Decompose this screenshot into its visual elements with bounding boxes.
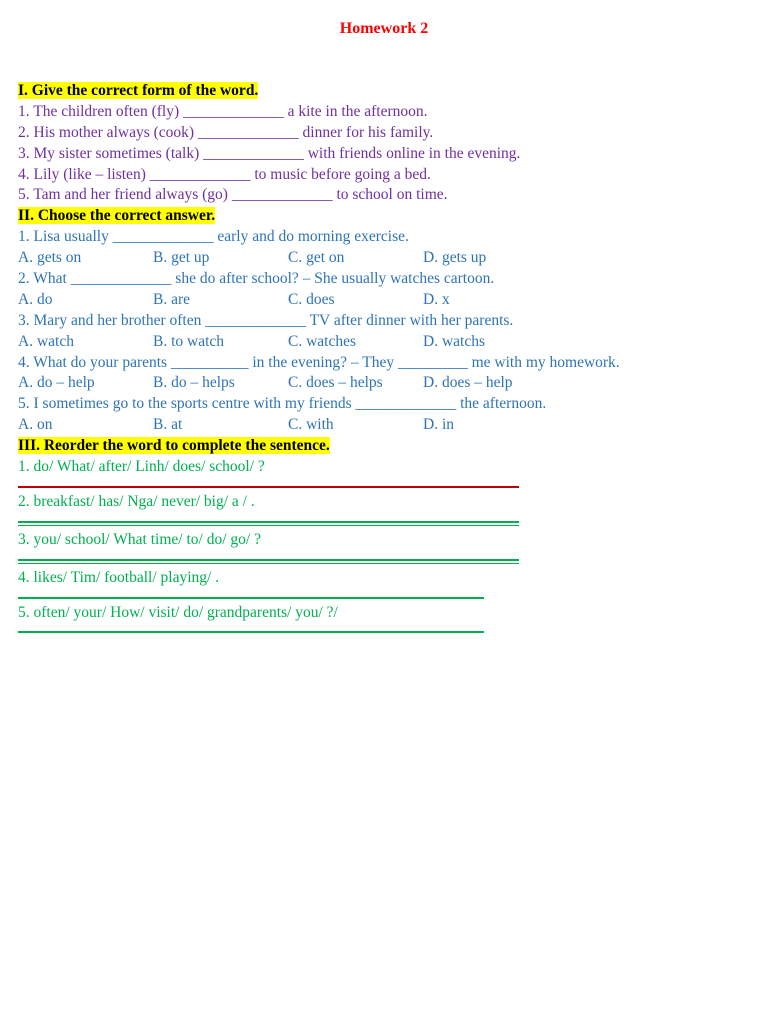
option-b: B. at [153,416,183,434]
option-a: A. watch [18,332,74,350]
section-1-item: 3. My sister sometimes (talk) _____________ with friends online in the evening. [18,144,521,162]
answer-line[interactable] [18,559,519,564]
answer-options [18,332,758,353]
option-a: A. do – help [18,374,95,392]
section-2-heading: II. Choose the correct answer. [18,207,216,225]
reorder-prompt: 2. breakfast/ has/ Nga/ never/ big/ a / . [18,492,255,510]
answer-options [18,248,758,269]
option-c: C. does [288,290,335,308]
question-text: 1. Lisa usually _____________ early and do morning exercise. [18,228,409,246]
section-1-item: 5. Tam and her friend always (go) _____________ to school on time. [18,186,448,204]
option-a: A. do [18,290,53,308]
reorder-prompt: 5. often/ your/ How/ visit/ do/ grandparents/ you/ ?/ [18,603,338,621]
option-d: D. does – help [423,374,513,392]
section-3-heading: III. Reorder the word to complete the sentence. [18,437,330,455]
option-b: B. are [153,290,191,308]
option-a: A. gets on [18,249,82,267]
option-a: A. on [18,416,53,434]
section-1-item: 4. Lily (like – listen) _____________ to music before going a bed. [18,165,431,183]
option-b: B. do – helps [153,374,235,392]
reorder-prompt: 3. you/ school/ What time/ to/ do/ go/ ? [18,530,261,548]
option-c: C. watches [288,332,357,350]
option-d: D. x [423,290,450,308]
worksheet-content [18,81,758,637]
question-text: 3. Mary and her brother often _____________ TV after dinner with her parents. [18,311,514,329]
section-1-item: 1. The children often (fly) _____________ a kite in the afternoon. [18,102,428,120]
answer-options [18,290,758,311]
section-1-heading: I. Give the correct form of the word. [18,82,259,99]
option-d: D. in [423,416,454,434]
option-b: B. to watch [153,332,225,350]
option-c: C. with [288,416,334,434]
answer-line[interactable] [18,597,484,599]
section-1-item: 2. His mother always (cook) _____________ dinner for his family. [18,123,434,141]
answer-options [18,373,758,394]
answer-line[interactable] [18,486,519,488]
answer-line[interactable] [18,631,484,633]
question-text: 2. What _____________ she do after school? – She usually watches cartoon. [18,270,495,288]
answer-options [18,415,758,436]
reorder-prompt: 1. do/ What/ after/ Linh/ does/ school/ ? [18,458,265,476]
question-text: 4. What do your parents __________ in the evening? – They _________ me with my homework. [18,353,620,371]
answer-line[interactable] [18,521,519,526]
option-d: D. watchs [423,332,485,350]
option-d: D. gets up [423,249,487,267]
option-c: C. get on [288,249,345,267]
option-b: B. get up [153,249,210,267]
reorder-prompt: 4. likes/ Tim/ football/ playing/ . [18,568,220,586]
page-title: Homework 2 [339,20,429,37]
option-c: C. does – helps [288,374,383,392]
question-text: 5. I sometimes go to the sports centre with my friends _____________ the afternoon. [18,395,547,413]
